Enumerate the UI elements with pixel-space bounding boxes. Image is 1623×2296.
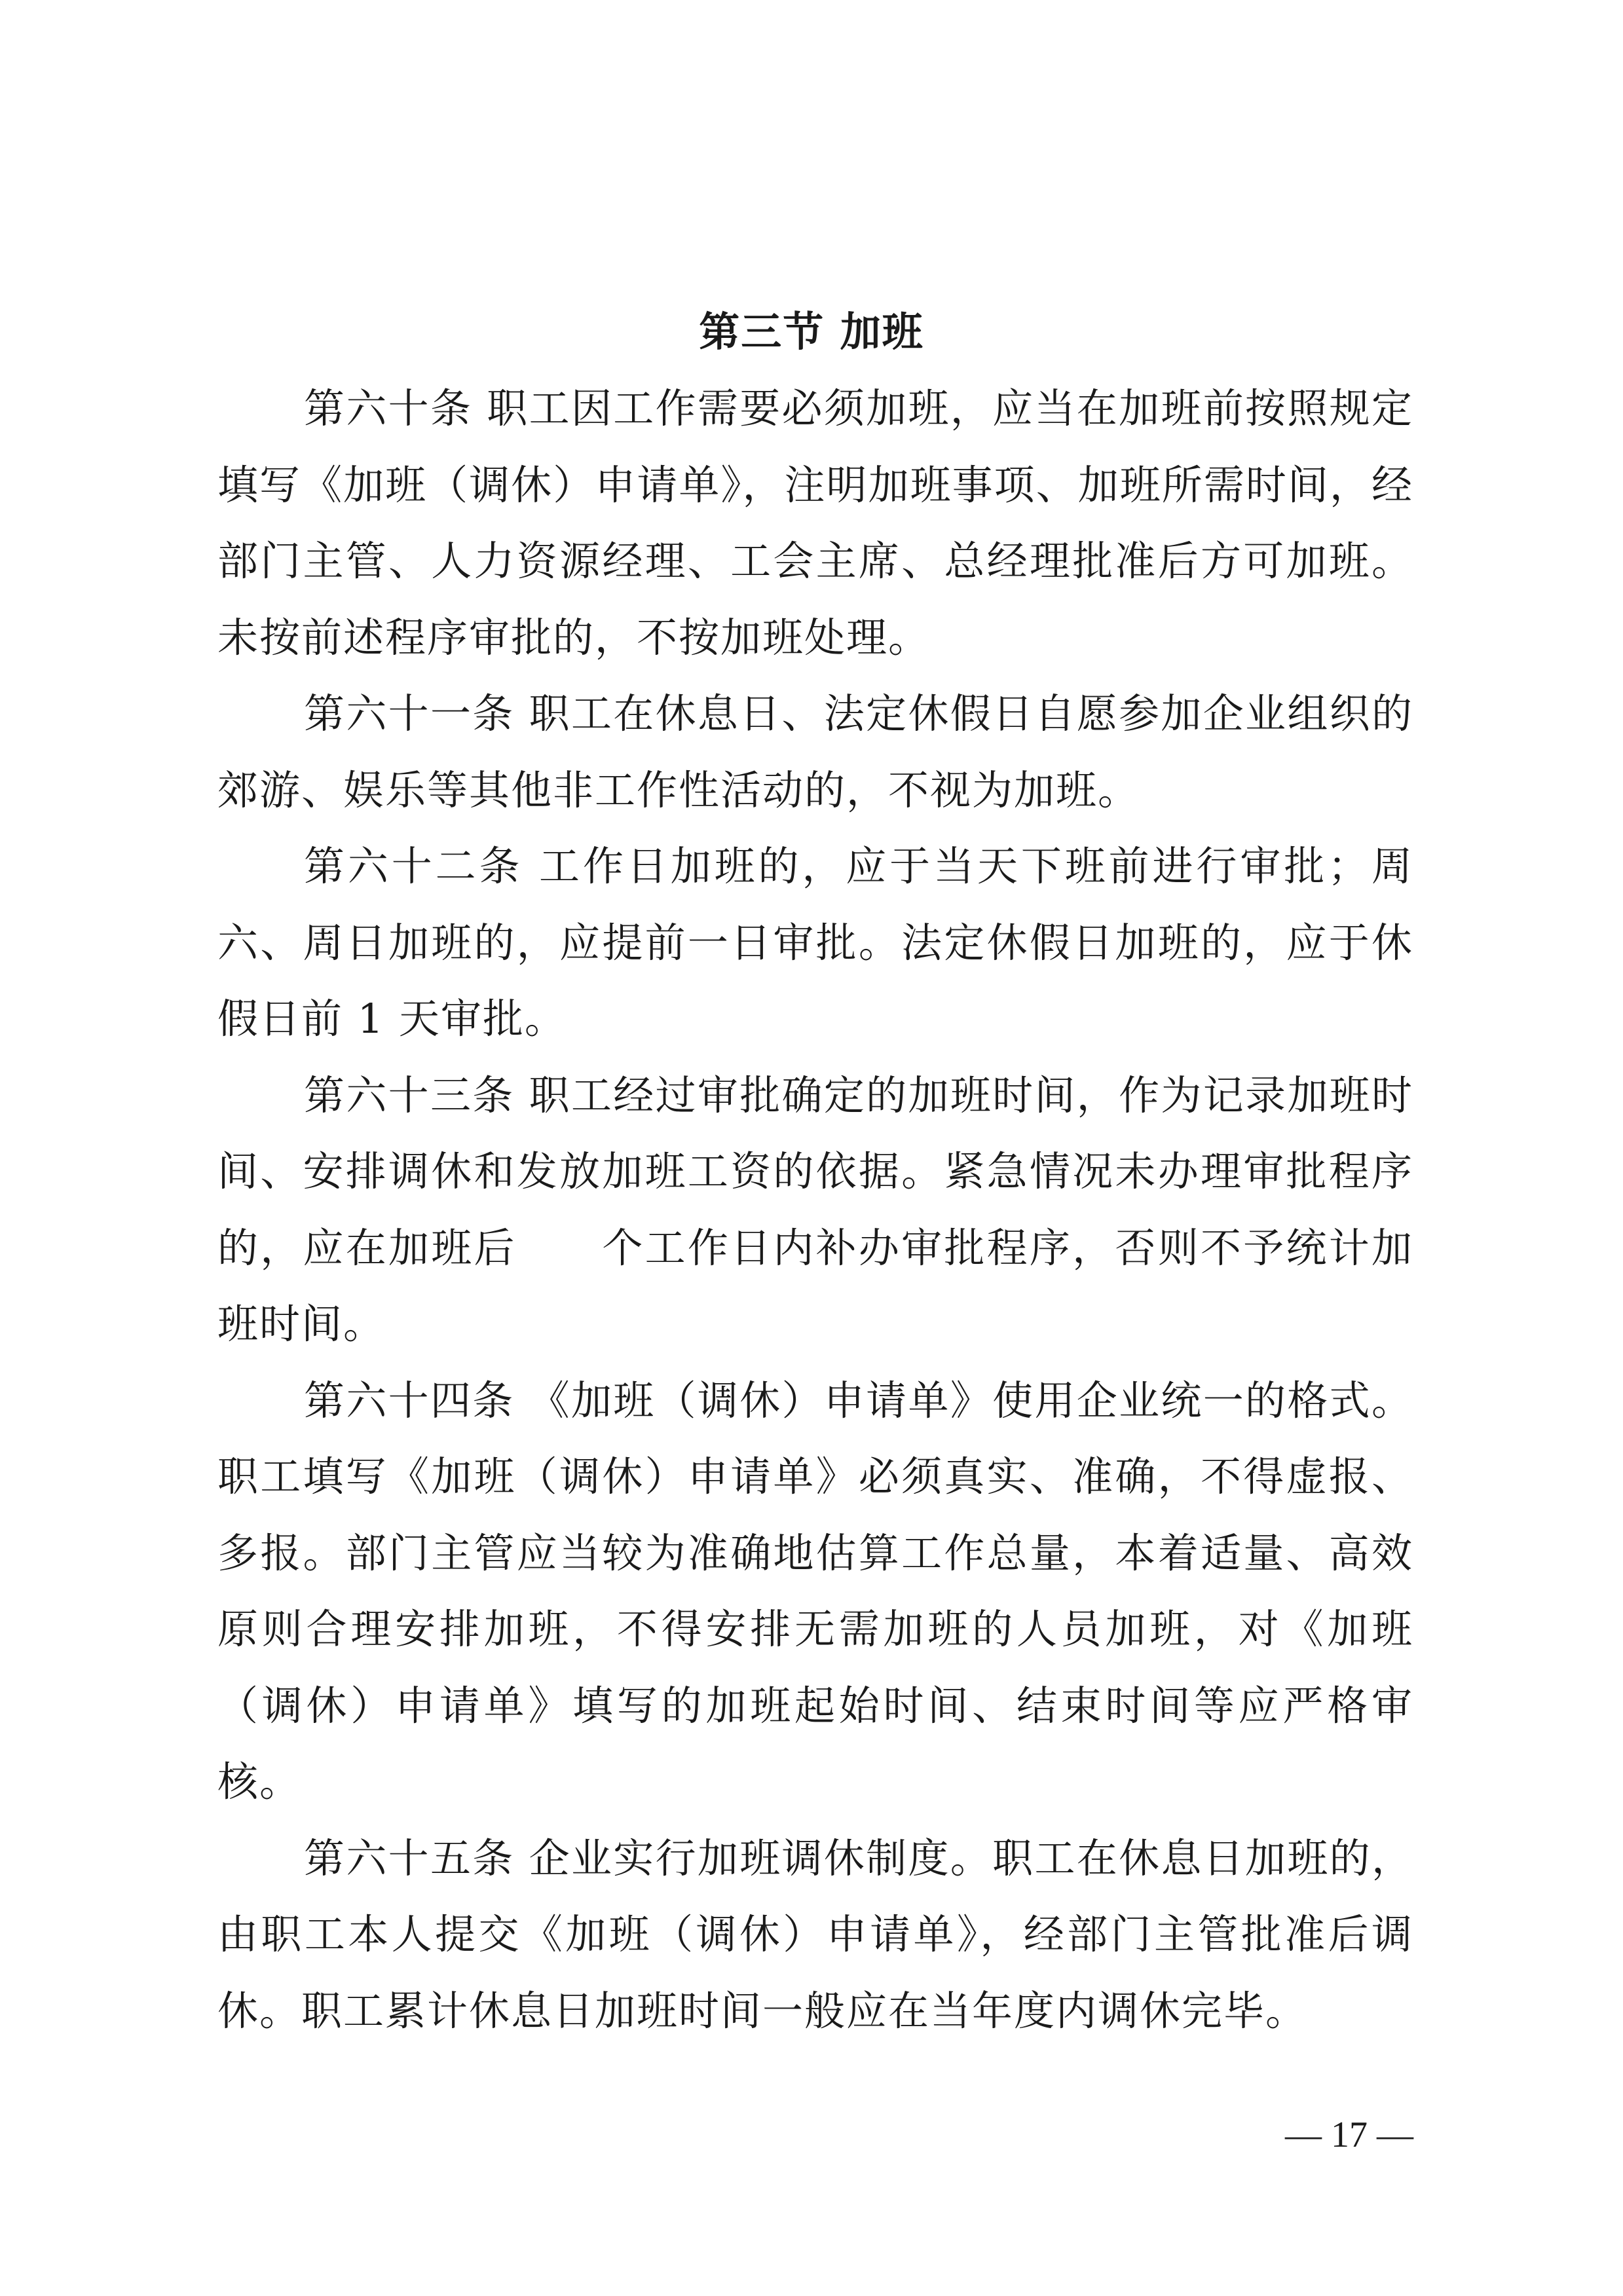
article-64: 第六十四条 《加班（调休）申请单》使用企业统一的格式。职工填写《加班（调休）申请单》必须真实、准确，不得虚报、多报。部门主管应当较为准确地估算工作总量，本着适量、高效原则合理安排加班，不得安排无需加班的人员加班，对《加班（调休）申请单》填写的加班起始时间、结束时间等应严格审核。 <box>217 1376 1413 1805</box>
document-body <box>217 371 1413 2049</box>
article-61: 第六十一条 职工在休息日、法定休假日自愿参加企业组织的郊游、娱乐等其他非工作性活动的，不视为加班。 <box>217 690 1413 814</box>
article-60: 第六十条 职工因工作需要必须加班，应当在加班前按照规定填写《加班（调休）申请单》，注明加班事项、加班所需时间，经部门主管、人力资源经理、工会主席、总经理批准后方可加班。未按前述程序审批的，不按加班处理。 <box>217 384 1413 661</box>
article-63: 第六十三条 职工经过审批确定的加班时间，作为记录加班时间、安排调休和发放加班工资的依据。紧急情况未办理审批程序的，应在加班后 个工作日内补办审批程序，否则不予统计加班时间。 <box>217 1071 1413 1348</box>
section-title: 第三节 加班 <box>699 308 924 356</box>
article-62: 第六十二条 工作日加班的，应于当天下班前进行审批；周六、周日加班的，应提前一日审批。法定休假日加班的，应于休假日前 1 天审批。 <box>217 842 1413 1043</box>
page-number: — 17 — <box>1285 2115 1413 2155</box>
article-65: 第六十五条 企业实行加班调休制度。职工在休息日加班的，由职工本人提交《加班（调休）申请单》，经部门主管批准后调休。职工累计休息日加班时间一般应在当年度内调休完毕。 <box>217 1834 1413 2035</box>
